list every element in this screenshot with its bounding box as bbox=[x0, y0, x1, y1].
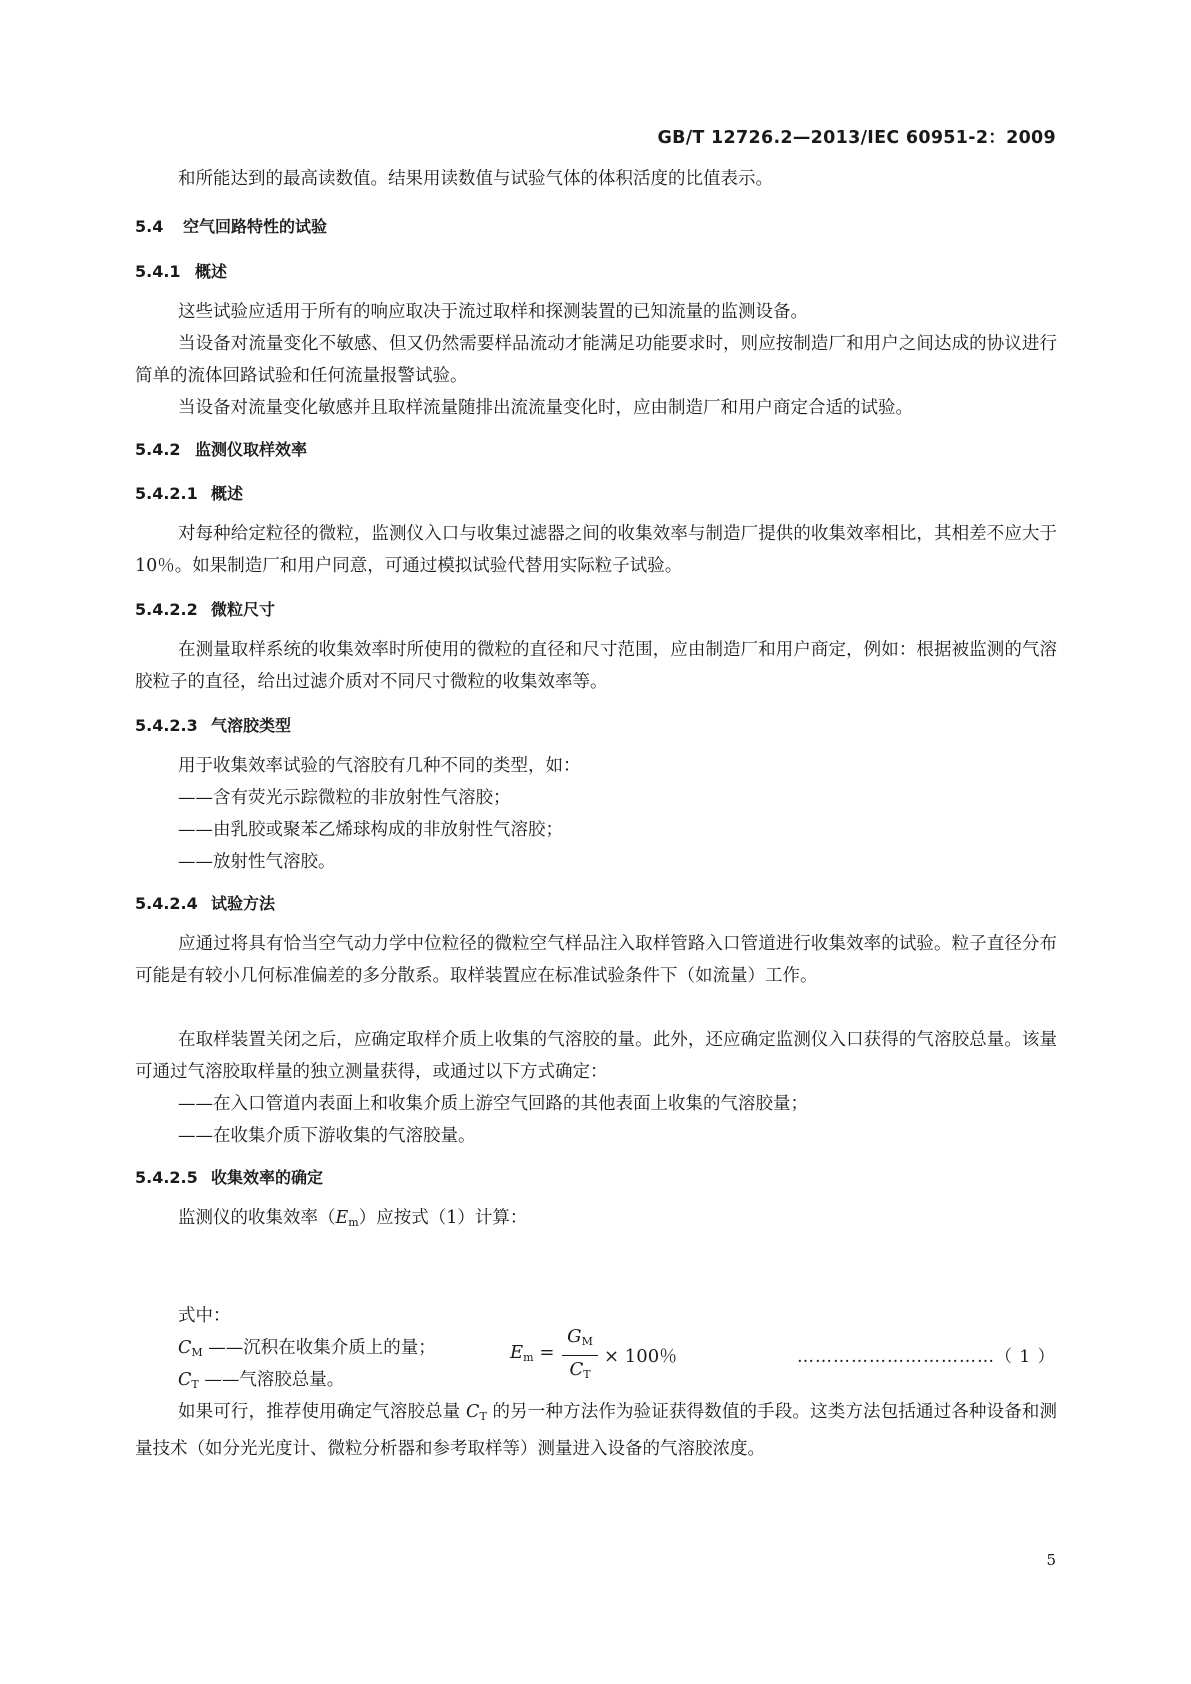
paragraph: 对每种给定粒径的微粒，监测仪入口与收集过滤器之间的收集效率与制造厂提供的收集效率相比，其相差不应大于10％。如果制造厂和用户同意，可通过模拟试验代替用实际粒子试验。 bbox=[135, 524, 1057, 576]
paragraph: 和所能达到的最高读数值。结果用读数值与试验气体的体积活度的比值表示。 bbox=[178, 169, 773, 189]
denominator-symbol: C bbox=[569, 1359, 584, 1380]
paragraph: 当设备对流量变化不敏感、但又仍然需要样品流动才能满足功能要求时，则应按制造厂和用户之间达成的协议进行简单的流体回路试验和任何流量报警试验。 bbox=[135, 334, 1057, 386]
section-number: 5.4.2.4 bbox=[135, 894, 198, 913]
section-heading-5-4-1 bbox=[135, 259, 227, 282]
section-heading-5-4-2-3 bbox=[135, 713, 291, 736]
symbol-subscript: T bbox=[479, 1410, 487, 1423]
paragraph: 在取样装置关闭之后，应确定取样介质上收集的气溶胶的量。此外，还应确定监测仪入口获得的气溶胶总量。该量可通过气溶胶取样量的独立测量获得，或通过以下方式确定： bbox=[135, 1030, 1057, 1082]
equation-number: ……………………………（ 1 ） bbox=[797, 1347, 1056, 1367]
denominator-subscript: T bbox=[583, 1368, 591, 1381]
def-symbol: C bbox=[178, 1338, 192, 1358]
formula-rhs: × 100％ bbox=[604, 1346, 678, 1367]
page-number: 5 bbox=[1046, 1551, 1056, 1569]
formula-equals: = bbox=[539, 1342, 555, 1363]
section-title: 收集效率的确定 bbox=[211, 1168, 324, 1187]
fraction-bar bbox=[562, 1355, 598, 1356]
list-item: ——在收集介质下游收集的气溶胶量。 bbox=[178, 1126, 476, 1146]
text-run: 的另一种方法作为验证获得数值的手段。这类方法包括通过各种设备和测量技术（如分光光度计、微粒分析器和参考取样等）测量进入设备的气溶胶浓度。 bbox=[135, 1402, 1058, 1459]
def-symbol: C bbox=[178, 1370, 192, 1390]
section-number: 5.4.2.1 bbox=[135, 484, 198, 503]
formula-denominator bbox=[562, 1359, 598, 1381]
paragraph: 用于收集效率试验的气溶胶有几种不同的类型，如： bbox=[178, 756, 581, 776]
formula-lhs-subscript: m bbox=[523, 1351, 534, 1364]
list-item: ——含有荧光示踪微粒的非放射性气溶胶； bbox=[178, 788, 511, 808]
section-heading-5-4-2-5 bbox=[135, 1165, 323, 1188]
paragraph: 当设备对流量变化敏感并且取样流量随排出流流量变化时，应由制造厂和用户商定合适的试验。 bbox=[178, 398, 913, 418]
section-number: 5.4 bbox=[135, 217, 164, 236]
section-number: 5.4.1 bbox=[135, 262, 181, 281]
paragraph bbox=[135, 1396, 1057, 1465]
numerator-subscript: M bbox=[581, 1335, 593, 1348]
numerator-symbol: G bbox=[567, 1326, 582, 1347]
list-item: ——由乳胶或聚苯乙烯球构成的非放射性气溶胶； bbox=[178, 820, 563, 840]
formula-lhs bbox=[510, 1342, 554, 1364]
section-title: 概述 bbox=[195, 262, 228, 281]
paragraph-formula-intro bbox=[135, 1202, 1057, 1239]
equation-1 bbox=[510, 1326, 710, 1382]
section-heading-5-4-2-1 bbox=[135, 481, 243, 504]
where-label: 式中： bbox=[178, 1306, 231, 1326]
formula-lhs-symbol: E bbox=[510, 1342, 524, 1363]
section-heading-5-4-2-2 bbox=[135, 597, 275, 620]
list-item: ——放射性气溶胶。 bbox=[178, 852, 336, 872]
section-heading-5-4 bbox=[135, 214, 327, 237]
paragraph: 在测量取样系统的收集效率时所使用的微粒的直径和尺寸范围，应由制造厂和用户商定，例如：根据被监测的气溶胶粒子的直径，给出过滤介质对不同尺寸微粒的收集效率等。 bbox=[135, 640, 1057, 692]
text-run: 如果可行，推荐使用确定气溶胶总量 bbox=[178, 1402, 467, 1422]
section-heading-5-4-2-4 bbox=[135, 891, 275, 914]
section-title: 监测仪取样效率 bbox=[195, 440, 308, 459]
section-title: 空气回路特性的试验 bbox=[183, 217, 328, 236]
text-run: 监测仪的收集效率（ bbox=[178, 1208, 336, 1228]
section-title: 微粒尺寸 bbox=[211, 600, 276, 619]
section-heading-5-4-2 bbox=[135, 437, 307, 460]
paragraph: 应通过将具有恰当空气动力学中位粒径的微粒空气样品注入取样管路入口管道进行收集效率的试验。粒子直径分布可能是有较小几何标准偏差的多分散系。取样装置应在标准试验条件下（如流量）工作。 bbox=[135, 934, 1057, 986]
def-symbol-subscript: M bbox=[191, 1346, 203, 1359]
symbol: E bbox=[335, 1208, 349, 1228]
def-symbol-subscript: T bbox=[191, 1378, 199, 1391]
section-number: 5.4.2 bbox=[135, 440, 181, 459]
def-text: ——气溶胶总量。 bbox=[204, 1370, 345, 1390]
symbol: C bbox=[466, 1402, 480, 1422]
section-number: 5.4.2.2 bbox=[135, 600, 198, 619]
paragraph: 这些试验应适用于所有的响应取决于流过取样和探测装置的已知流量的监测设备。 bbox=[178, 302, 808, 322]
section-title: 气溶胶类型 bbox=[211, 716, 292, 735]
section-number: 5.4.2.3 bbox=[135, 716, 198, 735]
standard-header: GB/T 12726.2—2013/IEC 60951-2：2009 bbox=[657, 128, 1056, 148]
text-run: ）应按式（1）计算： bbox=[358, 1208, 528, 1228]
section-title: 试验方法 bbox=[211, 894, 276, 913]
section-title: 概述 bbox=[211, 484, 244, 503]
def-text: ——沉积在收集介质上的量； bbox=[208, 1338, 436, 1358]
section-number: 5.4.2.5 bbox=[135, 1168, 198, 1187]
symbol-subscript: m bbox=[348, 1216, 359, 1229]
list-item: ——在入口管道内表面上和收集介质上游空气回路的其他表面上收集的气溶胶量； bbox=[178, 1094, 808, 1114]
